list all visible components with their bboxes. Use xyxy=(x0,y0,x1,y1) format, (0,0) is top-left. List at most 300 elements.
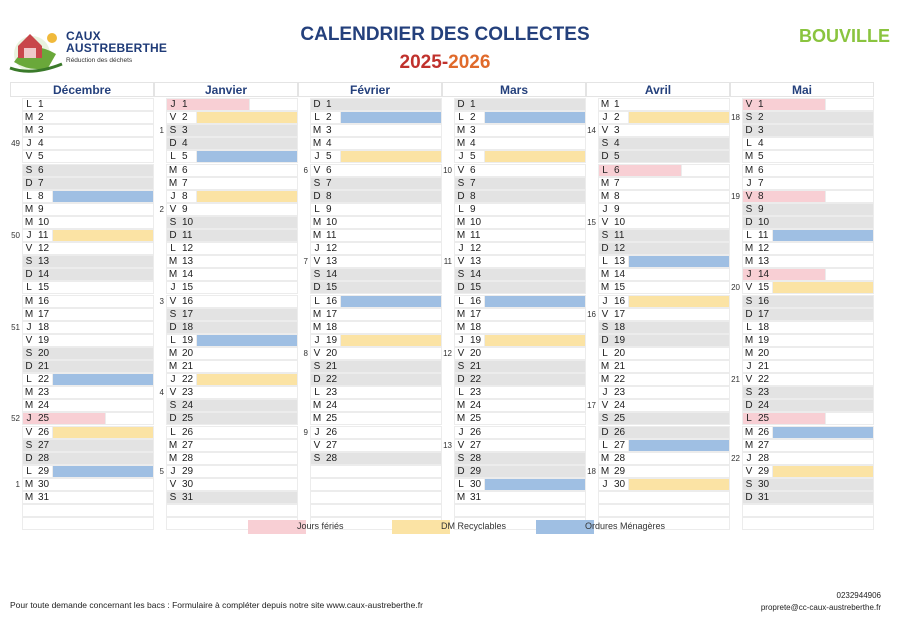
day-row xyxy=(22,517,154,530)
day-number: 7 xyxy=(326,177,332,189)
week-number: 13 xyxy=(443,440,452,450)
day-letter: M xyxy=(168,256,178,268)
day-letter: L xyxy=(170,151,176,163)
day-number: 11 xyxy=(326,230,337,241)
legend-label-om: Ordures Ménagères xyxy=(585,521,666,531)
day-letter: S xyxy=(601,321,609,333)
day-number: 15 xyxy=(614,282,626,294)
week-number: 1 xyxy=(159,126,164,136)
day-letter: S xyxy=(25,164,33,176)
day-letter: M xyxy=(600,177,610,189)
om-marker xyxy=(196,150,298,163)
year-start: 2025 xyxy=(399,52,442,73)
day-number: 8 xyxy=(614,190,620,202)
month-header: Avril xyxy=(586,82,730,97)
day-number: 5 xyxy=(38,151,44,163)
logo-emblem-icon xyxy=(8,24,64,76)
day-number: 6 xyxy=(758,164,764,176)
week-number: 2 xyxy=(159,204,164,214)
day-number: 6 xyxy=(326,164,332,176)
week-number: 12 xyxy=(443,348,452,358)
day-number: 28 xyxy=(38,452,50,464)
day-letter: J xyxy=(746,269,752,281)
om-marker xyxy=(52,465,154,478)
day-letter: V xyxy=(601,125,609,137)
day-number: 23 xyxy=(758,387,770,399)
day-letter: S xyxy=(601,230,609,241)
day-number: 31 xyxy=(470,492,482,503)
day-number: 14 xyxy=(758,269,770,281)
day-letter: M xyxy=(168,269,178,281)
day-letter: M xyxy=(744,334,754,346)
day-letter: M xyxy=(168,439,178,451)
week-number: 1 xyxy=(15,479,20,489)
day-number: 22 xyxy=(758,374,770,386)
day-number: 25 xyxy=(758,413,770,425)
day-number: 27 xyxy=(38,439,50,451)
day-row xyxy=(22,504,154,517)
day-letter: M xyxy=(744,243,754,255)
day-number: 22 xyxy=(614,374,626,386)
day-letter: L xyxy=(602,256,608,268)
day-number: 17 xyxy=(614,308,626,320)
day-letter: M xyxy=(312,308,322,320)
day-letter: L xyxy=(314,387,320,399)
day-letter: V xyxy=(457,439,465,451)
day-number: 4 xyxy=(758,138,764,150)
day-number: 31 xyxy=(182,492,194,503)
recyclables-marker xyxy=(52,229,154,242)
day-number: 8 xyxy=(38,190,44,202)
week-number: 14 xyxy=(587,126,596,136)
day-row xyxy=(310,491,442,504)
week-number: 18 xyxy=(587,466,596,476)
day-number: 22 xyxy=(182,374,194,386)
month-header: Mai xyxy=(730,82,874,97)
day-number: 9 xyxy=(38,203,44,215)
week-number: 16 xyxy=(587,309,596,319)
day-letter: D xyxy=(25,269,33,281)
recyclables-marker xyxy=(340,150,442,163)
day-letter: M xyxy=(744,256,754,268)
day-letter: V xyxy=(169,203,177,215)
day-number: 12 xyxy=(470,243,482,255)
day-number: 4 xyxy=(470,138,476,150)
day-number: 16 xyxy=(614,295,626,307)
day-letter: M xyxy=(600,282,610,294)
day-number: 19 xyxy=(470,334,482,346)
day-letter: M xyxy=(168,452,178,464)
day-number: 30 xyxy=(470,478,482,490)
day-number: 18 xyxy=(614,321,626,333)
day-letter: J xyxy=(458,334,464,346)
day-number: 25 xyxy=(470,413,482,425)
day-number: 10 xyxy=(758,216,770,228)
day-letter: L xyxy=(602,164,608,176)
day-number: 13 xyxy=(326,256,338,268)
day-letter: V xyxy=(745,465,753,477)
week-number: 3 xyxy=(159,296,164,306)
day-number: 15 xyxy=(758,282,770,294)
day-letter: D xyxy=(601,151,609,163)
day-letter: M xyxy=(600,269,610,281)
day-row xyxy=(598,504,730,517)
day-number: 20 xyxy=(614,347,626,359)
day-letter: M xyxy=(24,295,34,307)
om-marker xyxy=(772,229,874,242)
day-number: 2 xyxy=(326,112,332,124)
legend-label-recyclables: DM Recyclables xyxy=(441,521,507,531)
day-number: 24 xyxy=(182,400,194,412)
day-letter: M xyxy=(312,321,322,333)
day-letter: J xyxy=(746,452,752,464)
day-letter: V xyxy=(745,282,753,294)
day-letter: V xyxy=(169,295,177,307)
day-letter: M xyxy=(312,413,322,425)
day-letter: J xyxy=(602,295,608,307)
day-number: 19 xyxy=(326,334,338,346)
day-letter: J xyxy=(746,177,752,189)
day-letter: S xyxy=(745,112,753,124)
day-number: 15 xyxy=(182,282,194,294)
logo-line2: AUSTREBERTHE xyxy=(66,41,168,55)
week-number: 4 xyxy=(159,388,164,398)
day-number: 26 xyxy=(614,426,626,438)
week-number: 19 xyxy=(731,191,740,201)
day-number: 16 xyxy=(758,295,770,307)
day-letter: J xyxy=(746,361,752,372)
day-number: 23 xyxy=(182,387,194,399)
day-row xyxy=(166,504,298,517)
day-letter: L xyxy=(458,295,464,307)
day-letter: M xyxy=(456,138,466,150)
recyclables-marker xyxy=(196,190,298,203)
day-row xyxy=(310,504,442,517)
day-number: 25 xyxy=(182,413,194,425)
day-number: 28 xyxy=(326,452,338,464)
day-number: 5 xyxy=(614,151,620,163)
day-letter: D xyxy=(169,321,177,333)
day-number: 21 xyxy=(38,361,50,372)
day-number: 20 xyxy=(470,347,482,359)
week-number: 10 xyxy=(443,165,452,175)
day-letter: J xyxy=(314,243,320,255)
week-number: 22 xyxy=(731,453,740,463)
day-number: 27 xyxy=(758,439,770,451)
footer-request-text: Pour toute demande concernant les bacs : Formulaire à compléter depuis notre site www.caux-austreberthe.fr xyxy=(10,600,423,610)
day-number: 19 xyxy=(182,334,194,346)
day-number: 15 xyxy=(326,282,338,294)
day-letter: M xyxy=(312,230,322,241)
day-letter: J xyxy=(26,321,32,333)
day-letter: M xyxy=(312,138,322,150)
day-number: 26 xyxy=(758,426,770,438)
day-number: 14 xyxy=(614,269,626,281)
day-letter: V xyxy=(457,256,465,268)
week-number: 7 xyxy=(303,257,308,267)
day-letter: M xyxy=(744,347,754,359)
day-letter: L xyxy=(458,112,464,124)
year-range xyxy=(300,52,590,74)
day-number: 2 xyxy=(182,112,188,124)
day-row xyxy=(598,491,730,504)
day-number: 5 xyxy=(182,151,188,163)
month-header: Mars xyxy=(442,82,586,97)
day-letter: V xyxy=(169,478,177,490)
day-number: 2 xyxy=(38,112,44,124)
day-number: 13 xyxy=(182,256,194,268)
day-number: 22 xyxy=(470,374,482,386)
day-number: 1 xyxy=(182,99,188,110)
day-letter: M xyxy=(744,151,754,163)
day-letter: M xyxy=(24,400,34,412)
day-letter: M xyxy=(600,465,610,477)
day-number: 1 xyxy=(614,99,620,110)
day-letter: S xyxy=(457,269,465,281)
day-number: 25 xyxy=(326,413,338,425)
day-number: 16 xyxy=(182,295,194,307)
day-number: 5 xyxy=(470,151,476,163)
day-letter: L xyxy=(746,321,752,333)
day-letter: M xyxy=(744,439,754,451)
day-letter: S xyxy=(169,308,177,320)
day-letter: L xyxy=(746,230,752,241)
day-letter: L xyxy=(602,347,608,359)
day-letter: V xyxy=(169,387,177,399)
day-letter: V xyxy=(313,347,321,359)
day-number: 16 xyxy=(470,295,482,307)
day-number: 18 xyxy=(326,321,338,333)
om-marker xyxy=(628,439,730,452)
om-marker xyxy=(52,190,154,203)
day-number: 1 xyxy=(758,99,764,110)
day-number: 20 xyxy=(758,347,770,359)
day-letter: S xyxy=(25,347,33,359)
day-letter: D xyxy=(457,465,465,477)
om-marker xyxy=(484,111,586,124)
day-letter: D xyxy=(745,308,753,320)
day-letter: D xyxy=(601,334,609,346)
day-number: 9 xyxy=(470,203,476,215)
day-letter: L xyxy=(458,478,464,490)
day-letter: J xyxy=(458,243,464,255)
day-number: 26 xyxy=(182,426,194,438)
day-letter: D xyxy=(313,190,321,202)
day-number: 21 xyxy=(326,361,338,372)
day-letter: M xyxy=(600,99,610,110)
om-marker xyxy=(772,426,874,439)
day-number: 18 xyxy=(758,321,770,333)
day-letter: M xyxy=(168,164,178,176)
day-number: 7 xyxy=(38,177,44,189)
day-letter: J xyxy=(26,413,32,425)
day-number: 29 xyxy=(470,465,482,477)
week-number: 50 xyxy=(11,231,20,240)
day-letter: V xyxy=(745,99,753,110)
day-letter: S xyxy=(457,177,465,189)
day-number: 11 xyxy=(614,230,625,241)
om-marker xyxy=(628,255,730,268)
day-number: 2 xyxy=(614,112,620,124)
day-letter: M xyxy=(24,308,34,320)
week-number: 8 xyxy=(303,348,308,358)
day-letter: M xyxy=(168,361,178,372)
week-number: 52 xyxy=(11,414,20,424)
day-number: 16 xyxy=(326,295,338,307)
day-number: 21 xyxy=(470,361,482,372)
day-letter: M xyxy=(24,203,34,215)
day-number: 29 xyxy=(614,465,626,477)
day-number: 11 xyxy=(470,230,481,241)
day-letter: M xyxy=(168,177,178,189)
day-number: 8 xyxy=(182,190,188,202)
day-number: 18 xyxy=(182,321,194,333)
day-row xyxy=(742,504,874,517)
day-letter: D xyxy=(313,374,321,386)
day-letter: M xyxy=(456,492,466,503)
day-letter: D xyxy=(745,492,753,503)
day-number: 23 xyxy=(614,387,626,399)
day-letter: D xyxy=(601,426,609,438)
day-letter: S xyxy=(745,478,753,490)
day-number: 12 xyxy=(38,243,50,255)
month-header: Janvier xyxy=(154,82,298,97)
om-marker xyxy=(340,111,442,124)
footer-phone: 0232944906 xyxy=(836,591,881,600)
day-letter: S xyxy=(25,256,33,268)
day-letter: D xyxy=(169,413,177,425)
day-letter: D xyxy=(313,99,321,110)
day-number: 27 xyxy=(182,439,194,451)
day-letter: J xyxy=(170,465,176,477)
day-number: 10 xyxy=(470,216,482,228)
day-number: 27 xyxy=(326,439,338,451)
day-number: 12 xyxy=(326,243,338,255)
day-number: 4 xyxy=(326,138,332,150)
day-letter: M xyxy=(456,230,466,241)
day-number: 20 xyxy=(326,347,338,359)
recyclables-marker xyxy=(628,111,730,124)
day-letter: M xyxy=(24,125,34,137)
day-number: 2 xyxy=(470,112,476,124)
day-number: 20 xyxy=(182,347,194,359)
day-number: 4 xyxy=(38,138,44,150)
day-number: 13 xyxy=(614,256,626,268)
day-letter: M xyxy=(744,164,754,176)
day-row xyxy=(742,517,874,530)
week-number: 51 xyxy=(11,322,20,332)
day-letter: J xyxy=(170,99,176,110)
day-number: 5 xyxy=(326,151,332,163)
day-number: 9 xyxy=(758,203,764,215)
month-header: Février xyxy=(298,82,442,97)
day-number: 13 xyxy=(470,256,482,268)
day-number: 30 xyxy=(182,478,194,490)
recyclables-marker xyxy=(772,465,874,478)
day-letter: L xyxy=(314,203,320,215)
day-letter: L xyxy=(26,99,32,110)
day-letter: S xyxy=(313,452,321,464)
year-dash: - xyxy=(441,52,449,73)
day-letter: M xyxy=(312,125,322,137)
day-letter: D xyxy=(601,243,609,255)
day-letter: V xyxy=(25,334,33,346)
day-letter: M xyxy=(312,400,322,412)
day-number: 11 xyxy=(182,230,193,241)
day-number: 28 xyxy=(470,452,482,464)
logo-tagline: Réduction des déchets xyxy=(66,57,133,64)
day-letter: J xyxy=(602,387,608,399)
day-letter: S xyxy=(745,203,753,215)
day-number: 31 xyxy=(758,492,770,503)
day-letter: V xyxy=(25,426,33,438)
day-number: 18 xyxy=(470,321,482,333)
week-number: 21 xyxy=(731,375,740,385)
day-letter: M xyxy=(600,452,610,464)
recyclables-marker xyxy=(772,281,874,294)
day-letter: L xyxy=(170,334,176,346)
day-letter: M xyxy=(168,347,178,359)
day-letter: M xyxy=(24,478,34,490)
week-number: 5 xyxy=(159,466,164,476)
day-number: 10 xyxy=(326,216,338,228)
day-number: 3 xyxy=(758,125,764,137)
day-number: 24 xyxy=(326,400,338,412)
day-letter: V xyxy=(25,243,33,255)
day-letter: M xyxy=(600,361,610,372)
day-number: 8 xyxy=(758,190,764,202)
day-letter: M xyxy=(456,413,466,425)
logo xyxy=(8,24,168,76)
day-letter: M xyxy=(24,112,34,124)
day-letter: V xyxy=(601,308,609,320)
day-letter: V xyxy=(745,190,753,202)
day-letter: M xyxy=(24,387,34,399)
day-letter: V xyxy=(457,347,465,359)
om-marker xyxy=(52,373,154,386)
day-number: 7 xyxy=(758,177,764,189)
day-number: 17 xyxy=(758,308,770,320)
day-number: 11 xyxy=(38,230,49,241)
day-letter: V xyxy=(745,374,753,386)
day-number: 24 xyxy=(614,400,626,412)
day-number: 28 xyxy=(614,452,626,464)
day-letter: L xyxy=(26,190,32,202)
day-number: 1 xyxy=(326,99,332,110)
day-number: 7 xyxy=(614,177,620,189)
recyclables-marker xyxy=(484,150,586,163)
day-letter: V xyxy=(601,400,609,412)
day-letter: J xyxy=(170,282,176,294)
day-letter: M xyxy=(456,216,466,228)
day-letter: M xyxy=(312,216,322,228)
day-number: 6 xyxy=(182,164,188,176)
day-number: 25 xyxy=(614,413,626,425)
day-number: 4 xyxy=(182,138,188,150)
day-number: 9 xyxy=(614,203,620,215)
day-letter: L xyxy=(746,413,752,425)
day-number: 9 xyxy=(182,203,188,215)
day-letter: M xyxy=(24,216,34,228)
day-number: 4 xyxy=(614,138,620,150)
day-letter: S xyxy=(313,361,321,372)
day-letter: J xyxy=(170,374,176,386)
footer-email: proprete@cc-caux-austreberthe.fr xyxy=(760,603,881,612)
day-number: 1 xyxy=(470,99,476,110)
day-number: 29 xyxy=(182,465,194,477)
day-number: 3 xyxy=(38,125,44,137)
day-letter: J xyxy=(314,334,320,346)
